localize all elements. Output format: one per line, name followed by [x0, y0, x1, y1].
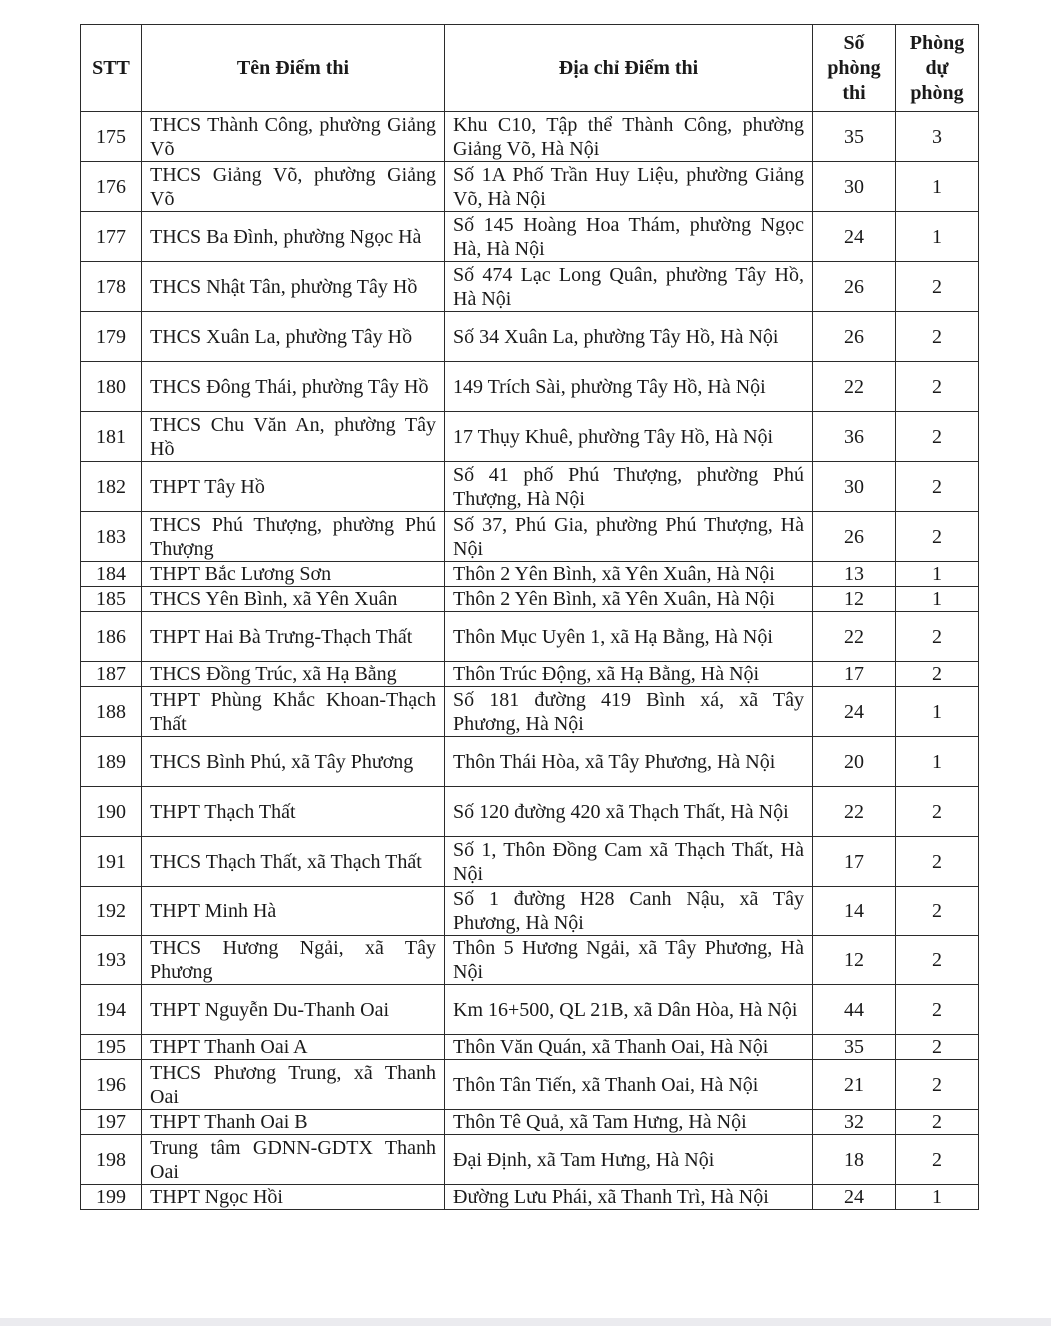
- row-room-count: 26: [813, 512, 896, 562]
- row-room-count: 44: [813, 985, 896, 1035]
- row-room-count: 20: [813, 737, 896, 787]
- row-location-name: THCS Đông Thái, phường Tây Hồ: [142, 362, 445, 412]
- table-row: [81, 562, 979, 587]
- row-location-address: Đại Định, xã Tam Hưng, Hà Nội: [445, 1135, 813, 1185]
- row-spare-rooms: 2: [896, 362, 979, 412]
- table-row: [81, 587, 979, 612]
- row-spare-rooms: 1: [896, 1185, 979, 1210]
- row-location-name: THCS Ba Đình, phường Ngọc Hà: [142, 212, 445, 262]
- row-room-count: 24: [813, 1185, 896, 1210]
- row-stt: 193: [81, 936, 142, 985]
- row-room-count: 17: [813, 837, 896, 887]
- row-spare-rooms: 2: [896, 512, 979, 562]
- table-row: [81, 1135, 979, 1185]
- row-stt: 179: [81, 312, 142, 362]
- row-room-count: 30: [813, 162, 896, 212]
- row-spare-rooms: 1: [896, 737, 979, 787]
- row-spare-rooms: 2: [896, 887, 979, 936]
- row-stt: 194: [81, 985, 142, 1035]
- table-row: [81, 1035, 979, 1060]
- header-spare-rooms: Phòng dự phòng: [896, 25, 979, 112]
- row-location-address: 17 Thụy Khuê, phường Tây Hồ, Hà Nội: [445, 412, 813, 462]
- table-row: [81, 112, 979, 162]
- row-location-address: Thôn Mục Uyên 1, xã Hạ Bằng, Hà Nội: [445, 612, 813, 662]
- row-room-count: 35: [813, 112, 896, 162]
- row-location-address: Đường Lưu Phái, xã Thanh Trì, Hà Nội: [445, 1185, 813, 1210]
- row-spare-rooms: 2: [896, 787, 979, 837]
- row-spare-rooms: 2: [896, 462, 979, 512]
- row-location-address: Km 16+500, QL 21B, xã Dân Hòa, Hà Nội: [445, 985, 813, 1035]
- row-spare-rooms: 1: [896, 587, 979, 612]
- table-row: [81, 787, 979, 837]
- row-location-address: Số 37, Phú Gia, phường Phú Thượng, Hà Nội: [445, 512, 813, 562]
- row-spare-rooms: 2: [896, 1135, 979, 1185]
- row-room-count: 36: [813, 412, 896, 462]
- row-location-name: THCS Đồng Trúc, xã Hạ Bằng: [142, 662, 445, 687]
- row-location-address: Thôn Thái Hòa, xã Tây Phương, Hà Nội: [445, 737, 813, 787]
- row-location-address: Số 34 Xuân La, phường Tây Hồ, Hà Nội: [445, 312, 813, 362]
- table-row: [81, 887, 979, 936]
- row-stt: 177: [81, 212, 142, 262]
- table-row: [81, 737, 979, 787]
- row-spare-rooms: 1: [896, 212, 979, 262]
- header-exam-location-address: Địa chỉ Điểm thi: [445, 25, 813, 112]
- row-location-name: THPT Nguyễn Du-Thanh Oai: [142, 985, 445, 1035]
- row-location-address: Số 1A Phố Trần Huy Liệu, phường Giảng Võ, Hà Nội: [445, 162, 813, 212]
- table-row: [81, 936, 979, 985]
- row-stt: 191: [81, 837, 142, 887]
- row-location-name: THPT Thanh Oai B: [142, 1110, 445, 1135]
- row-spare-rooms: 2: [896, 412, 979, 462]
- header-room-count: Số phòng thi: [813, 25, 896, 112]
- row-stt: 187: [81, 662, 142, 687]
- row-room-count: 18: [813, 1135, 896, 1185]
- row-location-name: THPT Minh Hà: [142, 887, 445, 936]
- row-room-count: 22: [813, 612, 896, 662]
- row-spare-rooms: 2: [896, 1060, 979, 1110]
- row-spare-rooms: 2: [896, 612, 979, 662]
- table-row: [81, 1110, 979, 1135]
- row-spare-rooms: 2: [896, 1035, 979, 1060]
- row-spare-rooms: 3: [896, 112, 979, 162]
- row-location-name: THCS Thạch Thất, xã Thạch Thất: [142, 837, 445, 887]
- row-location-address: Khu C10, Tập thể Thành Công, phường Giảng Võ, Hà Nội: [445, 112, 813, 162]
- bottom-edge: [0, 1318, 1051, 1326]
- row-stt: 184: [81, 562, 142, 587]
- row-room-count: 26: [813, 312, 896, 362]
- row-stt: 180: [81, 362, 142, 412]
- row-room-count: 22: [813, 362, 896, 412]
- row-room-count: 24: [813, 212, 896, 262]
- row-location-address: Số 41 phố Phú Thượng, phường Phú Thượng, Hà Nội: [445, 462, 813, 512]
- row-location-name: Trung tâm GDNN-GDTX Thanh Oai: [142, 1135, 445, 1185]
- table-body: [81, 112, 979, 1210]
- row-stt: 192: [81, 887, 142, 936]
- table-header-row: [81, 25, 979, 112]
- row-location-name: THPT Hai Bà Trưng-Thạch Thất: [142, 612, 445, 662]
- table-row: [81, 985, 979, 1035]
- table-row: [81, 412, 979, 462]
- table-row: [81, 1185, 979, 1210]
- row-stt: 175: [81, 112, 142, 162]
- row-location-address: Thôn Tê Quả, xã Tam Hưng, Hà Nội: [445, 1110, 813, 1135]
- row-stt: 195: [81, 1035, 142, 1060]
- table-row: [81, 512, 979, 562]
- row-location-name: THCS Nhật Tân, phường Tây Hồ: [142, 262, 445, 312]
- row-stt: 199: [81, 1185, 142, 1210]
- table-row: [81, 262, 979, 312]
- row-spare-rooms: 2: [896, 985, 979, 1035]
- row-location-address: Số 1, Thôn Đồng Cam xã Thạch Thất, Hà Nội: [445, 837, 813, 887]
- row-stt: 176: [81, 162, 142, 212]
- row-spare-rooms: 2: [896, 312, 979, 362]
- row-location-address: Thôn Tân Tiến, xã Thanh Oai, Hà Nội: [445, 1060, 813, 1110]
- row-room-count: 32: [813, 1110, 896, 1135]
- row-location-address: Số 181 đường 419 Bình xá, xã Tây Phương, Hà Nội: [445, 687, 813, 737]
- row-spare-rooms: 2: [896, 262, 979, 312]
- header-exam-location-name: Tên Điểm thi: [142, 25, 445, 112]
- row-location-name: THCS Hương Ngải, xã Tây Phương: [142, 936, 445, 985]
- row-room-count: 30: [813, 462, 896, 512]
- table-row: [81, 612, 979, 662]
- row-room-count: 14: [813, 887, 896, 936]
- row-room-count: 12: [813, 587, 896, 612]
- row-stt: 181: [81, 412, 142, 462]
- row-spare-rooms: 1: [896, 562, 979, 587]
- row-stt: 196: [81, 1060, 142, 1110]
- row-location-name: THPT Ngọc Hồi: [142, 1185, 445, 1210]
- row-stt: 182: [81, 462, 142, 512]
- row-location-name: THCS Phương Trung, xã Thanh Oai: [142, 1060, 445, 1110]
- row-location-name: THPT Thanh Oai A: [142, 1035, 445, 1060]
- row-location-name: THPT Tây Hồ: [142, 462, 445, 512]
- row-room-count: 24: [813, 687, 896, 737]
- row-room-count: 21: [813, 1060, 896, 1110]
- table-row: [81, 312, 979, 362]
- row-room-count: 13: [813, 562, 896, 587]
- table-row: [81, 162, 979, 212]
- row-location-name: THCS Yên Bình, xã Yên Xuân: [142, 587, 445, 612]
- exam-locations-table: [80, 24, 979, 1210]
- row-location-address: Thôn 2 Yên Bình, xã Yên Xuân, Hà Nội: [445, 587, 813, 612]
- row-room-count: 12: [813, 936, 896, 985]
- row-stt: 183: [81, 512, 142, 562]
- row-location-name: THPT Bắc Lương Sơn: [142, 562, 445, 587]
- row-location-name: THCS Bình Phú, xã Tây Phương: [142, 737, 445, 787]
- row-spare-rooms: 2: [896, 662, 979, 687]
- table-row: [81, 687, 979, 737]
- row-stt: 188: [81, 687, 142, 737]
- table-row: [81, 662, 979, 687]
- row-location-address: Thôn Trúc Động, xã Hạ Bằng, Hà Nội: [445, 662, 813, 687]
- table-row: [81, 462, 979, 512]
- row-location-name: THCS Giảng Võ, phường Giảng Võ: [142, 162, 445, 212]
- header-stt: STT: [81, 25, 142, 112]
- row-stt: 198: [81, 1135, 142, 1185]
- row-location-address: Thôn 2 Yên Bình, xã Yên Xuân, Hà Nội: [445, 562, 813, 587]
- row-location-name: THCS Chu Văn An, phường Tây Hồ: [142, 412, 445, 462]
- row-stt: 178: [81, 262, 142, 312]
- row-location-name: THPT Phùng Khắc Khoan-Thạch Thất: [142, 687, 445, 737]
- row-spare-rooms: 2: [896, 936, 979, 985]
- row-location-address: Thôn 5 Hương Ngải, xã Tây Phương, Hà Nội: [445, 936, 813, 985]
- row-location-address: Thôn Văn Quán, xã Thanh Oai, Hà Nội: [445, 1035, 813, 1060]
- row-location-address: Số 145 Hoàng Hoa Thám, phường Ngọc Hà, Hà Nội: [445, 212, 813, 262]
- row-spare-rooms: 2: [896, 1110, 979, 1135]
- table-row: [81, 837, 979, 887]
- row-location-name: THCS Thành Công, phường Giảng Võ: [142, 112, 445, 162]
- row-room-count: 26: [813, 262, 896, 312]
- row-location-address: 149 Trích Sài, phường Tây Hồ, Hà Nội: [445, 362, 813, 412]
- table-row: [81, 212, 979, 262]
- row-stt: 190: [81, 787, 142, 837]
- row-location-name: THCS Phú Thượng, phường Phú Thượng: [142, 512, 445, 562]
- row-spare-rooms: 1: [896, 687, 979, 737]
- row-spare-rooms: 2: [896, 837, 979, 887]
- row-stt: 185: [81, 587, 142, 612]
- table-row: [81, 362, 979, 412]
- row-location-address: Số 120 đường 420 xã Thạch Thất, Hà Nội: [445, 787, 813, 837]
- row-location-address: Số 1 đường H28 Canh Nậu, xã Tây Phương, Hà Nội: [445, 887, 813, 936]
- row-location-name: THPT Thạch Thất: [142, 787, 445, 837]
- row-room-count: 17: [813, 662, 896, 687]
- row-room-count: 22: [813, 787, 896, 837]
- row-location-name: THCS Xuân La, phường Tây Hồ: [142, 312, 445, 362]
- row-stt: 189: [81, 737, 142, 787]
- row-stt: 197: [81, 1110, 142, 1135]
- row-spare-rooms: 1: [896, 162, 979, 212]
- row-room-count: 35: [813, 1035, 896, 1060]
- row-location-address: Số 474 Lạc Long Quân, phường Tây Hồ, Hà Nội: [445, 262, 813, 312]
- table-row: [81, 1060, 979, 1110]
- row-stt: 186: [81, 612, 142, 662]
